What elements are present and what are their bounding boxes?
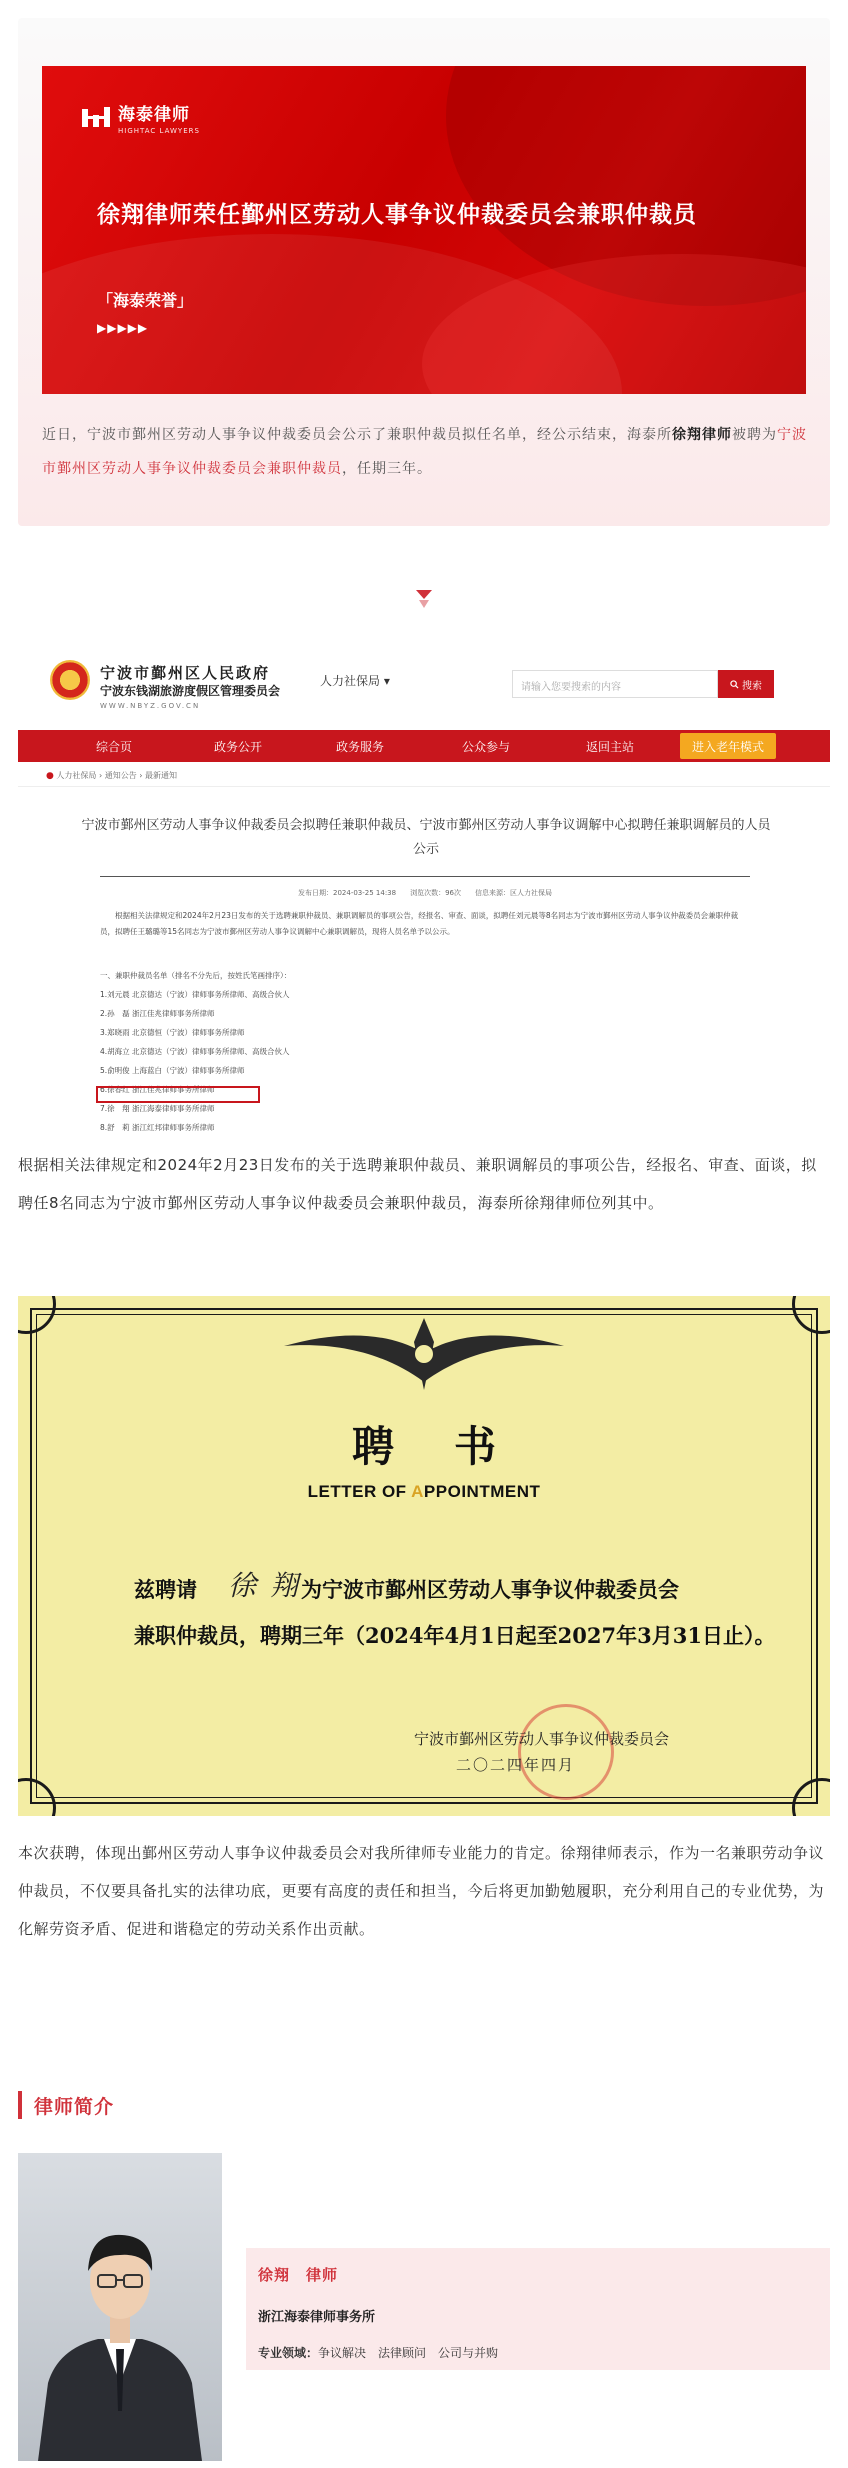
gov-site-url: WWW.NBYZ.GOV.CN: [100, 702, 201, 710]
down-arrow-icon: [414, 588, 434, 610]
logo-mark-icon: [82, 107, 110, 129]
paragraph-announcement: 根据相关法律规定和2024年2月23日发布的关于选聘兼职仲裁员、兼职调解员的事项公告，经报名、审查、面谈，拟聘任8名同志为宁波市鄞州区劳动人事争议仲裁委员会兼职仲裁员，海泰所徐翔律师位列其中。: [18, 1156, 817, 1212]
list-item: 2.孙 磊 浙江佳兆律师事务所律师: [100, 1009, 215, 1018]
banner-arrows: ▶▶▶▶▶: [97, 321, 149, 335]
arbitrator-list: [100, 966, 750, 1137]
wings-emblem-icon: [274, 1312, 574, 1398]
search-icon: [730, 680, 739, 689]
gov-site-name: 宁波市鄞州区人民政府: [100, 664, 271, 682]
notice-title: 宁波市鄞州区劳动人事争议仲裁委员会拟聘任兼职仲裁员、宁波市鄞州区劳动人事争议调解中心拟聘任兼职调解员的人员公示: [81, 818, 771, 857]
list-item: 3.郑晓雨 北京德恒（宁波）律师事务所律师: [100, 1028, 245, 1037]
appointment-certificate: [18, 1296, 830, 1816]
banner-title: 徐翔律师荣任鄞州区劳动人事争议仲裁委员会兼职仲裁员: [97, 202, 697, 228]
nav-item-services[interactable]: 政务服务: [336, 740, 385, 754]
gov-header: [18, 636, 830, 728]
logo-name: 海泰律师: [118, 105, 190, 125]
search-button[interactable]: 搜索: [718, 670, 774, 698]
list-item: 4.胡海立 北京德达（宁波）律师事务所律师、高级合伙人: [100, 1047, 290, 1056]
certificate-line1: 兹聘请 为宁波市鄞州区劳动人事争议仲裁委员会: [134, 1577, 679, 1602]
list-item: 5.俞明俊 上海蓝白（宁波）律师事务所律师: [100, 1066, 245, 1075]
hero-banner: [42, 66, 806, 394]
lawyer-firm: 浙江海泰律师事务所: [258, 2310, 376, 2325]
certificate-subtitle: LETTER OF APPOINTMENT: [307, 1482, 541, 1501]
list-item-highlighted: 7.徐 翔 浙江海泰律师事务所律师: [100, 1104, 215, 1113]
list-heading: 一、兼职仲裁员名单（排名不分先后，按姓氏笔画排序）：: [100, 971, 292, 980]
elder-mode-button[interactable]: 进入老年模式: [680, 733, 776, 759]
nav-item-participation[interactable]: 公众参与: [462, 740, 511, 754]
nav-item-main-site[interactable]: 返回主站: [586, 740, 635, 754]
section-title: 律师简介: [34, 2095, 115, 2118]
firm-logo: [82, 100, 200, 135]
location-pin-icon: ●: [46, 771, 54, 781]
certificate-line2: 兼职仲裁员，聘期三年（2024年4月1日起至2027年3月31日止）。: [134, 1623, 776, 1648]
dept-dropdown[interactable]: 人力社保局 ▾: [320, 674, 390, 688]
list-item: 8.舒 莉 浙江红邦律师事务所律师: [100, 1123, 215, 1132]
section-heading: [18, 2091, 114, 2119]
notice-meta: 发布日期：2024-03-25 14:38 浏览次数：96次 信息来源：区人力社保局: [298, 889, 552, 897]
national-emblem-icon: [50, 660, 90, 700]
nav-item-home[interactable]: 综合页: [96, 740, 133, 754]
highlight-box: [96, 1086, 260, 1103]
search-input[interactable]: 请输入您要搜索的内容: [512, 670, 718, 698]
logo-subtitle: HIGHTAC LAWYERS: [118, 127, 200, 135]
appointee-name: 徐翔: [228, 1569, 313, 1602]
issuing-org: 宁波市鄞州区劳动人事争议仲裁委员会: [414, 1730, 670, 1748]
nav-item-disclosure[interactable]: 政务公开: [214, 740, 263, 754]
paragraph-statement: 本次获聘，体现出鄞州区劳动人事争议仲裁委员会对我所律师专业能力的肯定。徐翔律师表示，作为一名兼职劳动争议仲裁员，不仅要具备扎实的法律功底，更要有高度的责任和担当，今后将更加勤勉履职，充分利用自己的专业优势，为化解劳资矛盾、促进和谐稳定的劳动关系作出贡献。: [18, 1844, 825, 1938]
list-item: 6.徐春红 浙江佳兆律师事务所律师: [100, 1085, 215, 1094]
gov-site-subname: 宁波东钱湖旅游度假区管理委员会: [100, 684, 281, 698]
gov-notice-screenshot: [18, 636, 830, 1132]
notice-body: 根据相关法律规定和2024年2月23日发布的关于选聘兼职仲裁员、兼职调解员的事项公告，经报名、审查、面谈，拟聘任刘元晨等8名同志为宁波市鄞州区劳动人事争议仲裁委员会兼职仲裁员，拟聘任王璐璐等15名同志为宁波市鄞州区劳动人事争议调解中心兼职调解员，现将人员名单予以公示。: [100, 911, 739, 936]
intro-text: 近日，宁波市鄞州区劳动人事争议仲裁委员会公示了兼职仲裁员拟任名单，经公示结束，海泰所徐翔律师被聘为宁波市鄞州区劳动人事争议仲裁委员会兼职仲裁员，任期三年。: [42, 427, 807, 477]
lawyer-name: 徐翔 律师: [258, 2266, 339, 2284]
breadcrumb: ● 人力社保局 › 通知公告 › 最新通知: [46, 771, 177, 781]
banner-tag: 「海泰荣誉」: [97, 291, 194, 310]
lawyer-photo: [18, 2153, 222, 2461]
list-item: 1.刘元晨 北京德达（宁波）律师事务所律师、高级合伙人: [100, 990, 290, 999]
gov-nav-bar: [18, 730, 830, 762]
certificate-title: 聘书: [351, 1422, 556, 1471]
official-seal: [518, 1704, 614, 1800]
lawyer-specialty: 专业领域：争议解决 法律顾问 公司与并购: [258, 2346, 499, 2360]
issue-date: 二〇二四年四月: [456, 1756, 576, 1774]
lawyer-info-card: [246, 2248, 830, 2370]
